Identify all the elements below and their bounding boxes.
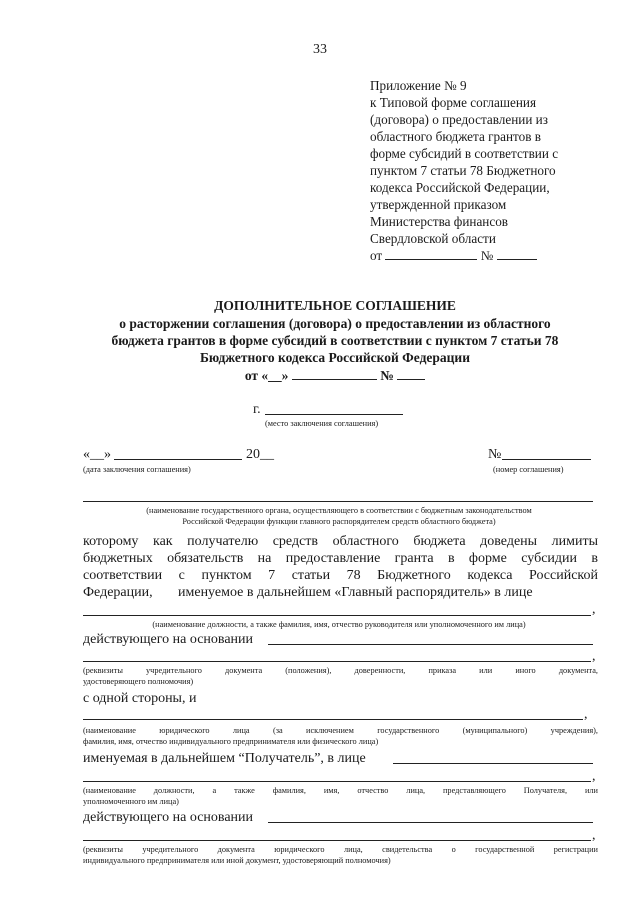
appendix-number-label: №: [480, 248, 494, 263]
authority-caption-2: Российской Федерации функции главного распорядителем средств областного бюджета): [182, 517, 496, 526]
position-line: [83, 781, 591, 782]
legal-entity-comma: ,: [584, 707, 588, 722]
authority-line: [83, 501, 593, 502]
authority-caption-1: (наименование государственного органа, осуществляющего в соответствии с бюджетным законодательством: [146, 506, 532, 515]
paragraph-line: соответствии с пунктом 7 статьи 78 Бюджетного кодекса Российской: [83, 568, 598, 583]
requisites-line: [83, 661, 591, 662]
docs-caption-1: (реквизиты учредительного документа юридического лица, свидетельства о государственной регистрации: [83, 845, 598, 854]
recipient-named-text: именуемая в дальнейшем “Получатель”, в лице: [83, 751, 366, 766]
document-heading: ДОПОЛНИТЕЛЬНОЕ СОГЛАШЕНИЕ: [214, 298, 456, 313]
paragraph-named-clause: именуемое в дальнейшем «Главный распорядитель» в лице: [178, 585, 533, 600]
appendix-line: Приложение № 9: [370, 78, 467, 93]
appendix-line: областного бюджета грантов в: [370, 129, 541, 144]
page-number: 33: [313, 42, 327, 57]
one-side-text: с одной стороны, и: [83, 691, 197, 706]
official-line: [83, 615, 591, 616]
appendix-line: форме субсидий в соответствии с: [370, 146, 559, 161]
acting-basis-label: действующего на основании: [83, 632, 254, 647]
appendix-from-label: от: [370, 248, 383, 263]
appendix-line: к Типовой форме соглашения: [370, 95, 537, 110]
docs-caption-2: индивидуального предпринимателя или иной документ, удостоверяющий полномочия): [83, 856, 391, 865]
city-line: [265, 414, 403, 415]
legal-caption-2: фамилия, имя, отчество индивидуального предпринимателя или физического лица): [83, 737, 379, 746]
year-label: 20__: [246, 447, 274, 462]
number-caption: (номер соглашения): [493, 465, 564, 474]
paragraph-line: бюджетных обязательств на предоставление гранта в форме субсидии в: [83, 551, 598, 566]
recipient-representative-line: [393, 763, 593, 764]
appendix-line: утвержденной приказом: [370, 197, 507, 212]
place-caption: (место заключения соглашения): [265, 419, 379, 428]
legal-entity-line: [83, 719, 583, 720]
position-comma: ,: [592, 769, 596, 784]
requisites-comma: ,: [592, 649, 596, 664]
requisites-caption-1: (реквизиты учредительного документа (положения), доверенности, приказа или иного документа,: [83, 666, 598, 675]
acting-basis-line-2: [268, 822, 593, 823]
title-number-label: №: [380, 368, 394, 383]
date-line: [114, 459, 242, 460]
position-caption-2: уполномоченного им лица): [83, 797, 179, 806]
paragraph-line: которому как получателю средств областного бюджета доведены лимиты: [83, 534, 598, 549]
title-date-prefix: от «__»: [244, 368, 289, 383]
appendix-line: Свердловской области: [370, 231, 496, 246]
appendix-line: пунктом 7 статьи 78 Бюджетного: [370, 163, 556, 178]
paragraph-federation: Федерации,: [83, 585, 153, 600]
appendix-date-blank: [385, 248, 477, 260]
appendix-line: кодекса Российской Федерации,: [370, 180, 550, 195]
appendix-number-blank: [497, 248, 537, 260]
appendix-block: [370, 77, 610, 264]
document-subtitle-line: о расторжении соглашения (договора) о предоставлении из областного: [119, 316, 551, 331]
title-date-blank: [292, 368, 377, 380]
city-label: г.: [253, 402, 261, 417]
docs-line: [83, 840, 591, 841]
official-caption: (наименование должности, а также фамилия, имя, отчество руководителя или уполномоченного им лица): [152, 620, 526, 629]
acting-basis-label-2: действующего на основании: [83, 810, 254, 825]
title-number-blank: [397, 368, 425, 380]
requisites-caption-2: удостоверяющего полномочия): [83, 677, 194, 686]
document-subtitle-line: бюджета грантов в форме субсидий в соответствии с пунктом 7 статьи 78: [111, 333, 559, 348]
official-comma: ,: [592, 602, 596, 617]
date-caption: (дата заключения соглашения): [83, 465, 191, 474]
appendix-date-line: [370, 247, 610, 264]
appendix-line: (договора) о предоставлении из: [370, 112, 548, 127]
date-open: «__»: [83, 447, 111, 462]
docs-comma: ,: [592, 828, 596, 843]
acting-basis-line: [268, 644, 593, 645]
agreement-number-label: №: [488, 447, 502, 462]
appendix-line: Министерства финансов: [370, 214, 509, 229]
position-caption-1: (наименование должности, а также фамилия, имя, отчество лица, представляющего Получателя, или: [83, 786, 598, 795]
document-subtitle-line: Бюджетного кодекса Российской Федерации: [199, 350, 470, 365]
legal-caption-1: (наименование юридического лица (за исключением государственного (муниципального) учреждения),: [83, 726, 598, 735]
agreement-number-line: [502, 459, 591, 460]
document-date-line: [60, 367, 610, 384]
